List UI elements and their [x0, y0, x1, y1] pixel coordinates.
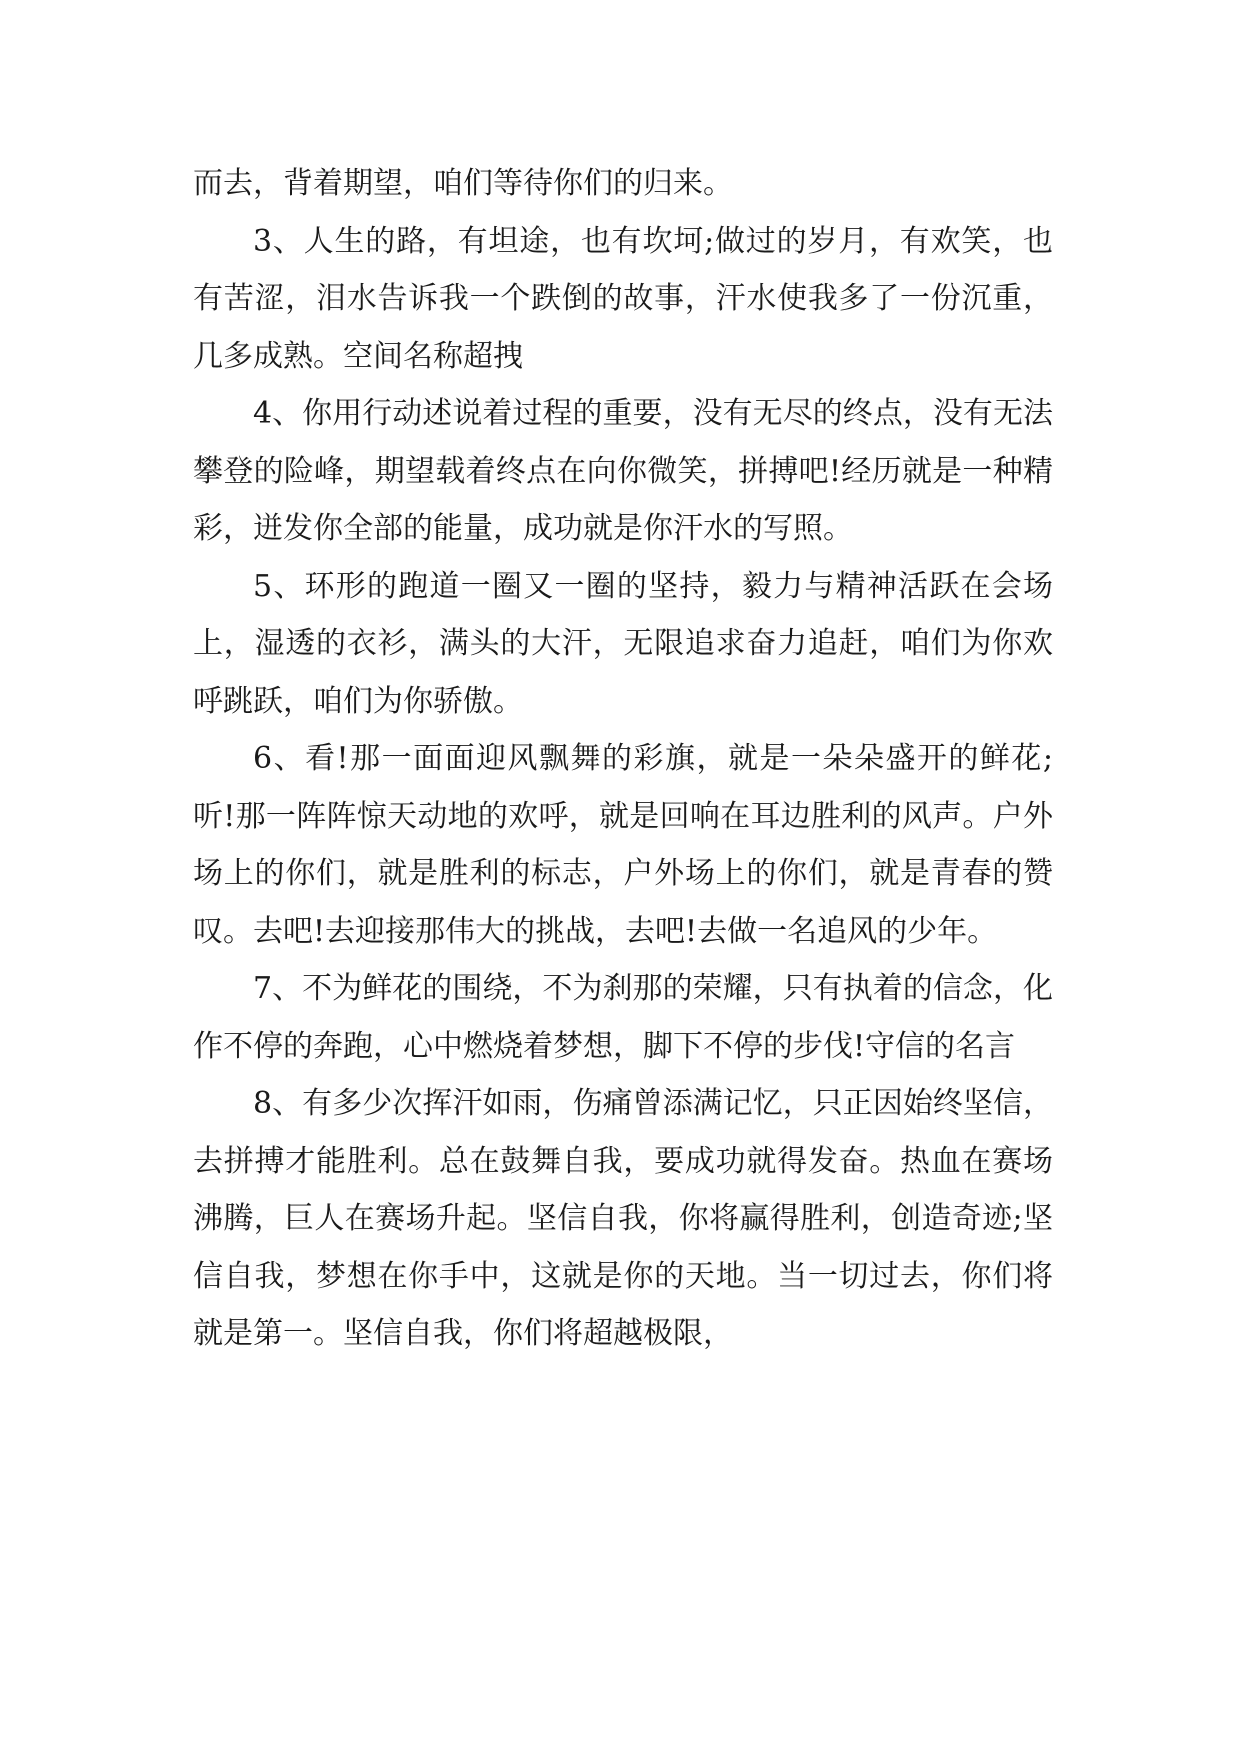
paragraph-item-8: 8、有多少次挥汗如雨，伤痛曾添满记忆，只正因始终坚信，去拼搏才能胜利。总在鼓舞自我，要成功就得发奋。热血在赛场沸腾，巨人在赛场升起。坚信自我，你将赢得胜利，创造奇迹;坚信自我，梦想在你手中，这就是你的天地。当一切过去，你们将就是第一。坚信自我，你们将超越极限， — [193, 1086, 1053, 1351]
paragraph-item-3: 3、人生的路，有坦途，也有坎坷;做过的岁月，有欢笑，也有苦涩，泪水告诉我一个跌倒的故事，汗水使我多了一份沉重，几多成熟。空间名称超拽 — [193, 223, 1053, 374]
paragraph-item-6: 6、看!那一面面迎风飘舞的彩旗，就是一朵朵盛开的鲜花;听!那一阵阵惊天动地的欢呼，就是回响在耳边胜利的风声。户外场上的你们，就是胜利的标志，户外场上的你们，就是青春的赞叹。去吧!去迎接那伟大的挑战，去吧!去做一名追风的少年。 — [193, 741, 1053, 949]
paragraph-item-7: 7、不为鲜花的围绕，不为刹那的荣耀，只有执着的信念，化作不停的奔跑，心中燃烧着梦想，脚下不停的步伐!守信的名言 — [193, 971, 1053, 1064]
document-body — [193, 155, 1053, 1363]
paragraph-item-4: 4、你用行动述说着过程的重要，没有无尽的终点，没有无法攀登的险峰，期望载着终点在向你微笑，拼搏吧!经历就是一种精彩，迸发你全部的能量，成功就是你汗水的写照。 — [193, 396, 1053, 546]
paragraph-item-5: 5、环形的跑道一圈又一圈的坚持，毅力与精神活跃在会场上，湿透的衣衫，满头的大汗，无限追求奋力追赶，咱们为你欢呼跳跃，咱们为你骄傲。 — [193, 568, 1053, 719]
paragraph-continuation: 而去，背着期望，咱们等待你们的归来。 — [193, 166, 733, 201]
